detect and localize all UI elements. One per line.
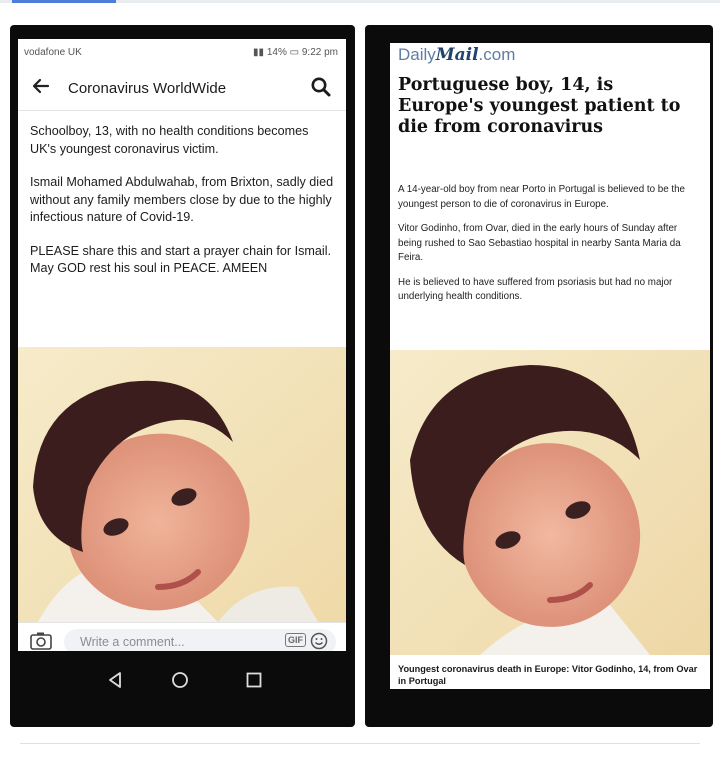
logo-com: .com xyxy=(478,45,516,64)
right-phone-screen xyxy=(390,43,710,689)
boy-portrait-image xyxy=(18,347,346,622)
status-right xyxy=(253,47,338,58)
clock-time: 9:22 pm xyxy=(301,47,338,58)
logo-daily: Daily xyxy=(398,45,436,64)
boy-portrait-image xyxy=(390,350,710,655)
left-phone-frame xyxy=(10,25,355,727)
article-paragraph: A 14-year-old boy from near Porto in Portugal is believed to be the youngest person to die of coronavirus in Europe. xyxy=(398,184,685,210)
nav-home-icon[interactable] xyxy=(171,671,189,694)
left-phone-screen xyxy=(18,39,346,651)
post-paragraph: Schoolboy, 13, with no health conditions becomes UK's youngest coronavirus victim. xyxy=(30,124,309,156)
top-accent-bar xyxy=(12,0,116,3)
comment-input[interactable] xyxy=(64,629,336,651)
camera-icon[interactable] xyxy=(30,632,52,650)
battery-percent: 14% xyxy=(266,47,287,58)
bottom-divider xyxy=(20,743,700,744)
android-nav-bar xyxy=(18,663,346,703)
battery-icon: ▭ xyxy=(289,47,302,58)
comment-bar xyxy=(18,622,346,651)
carrier-name: vodafone UK xyxy=(24,47,82,58)
post-photo xyxy=(18,347,346,622)
article-paragraph: He is believed to have suffered from psoriasis but had no major underlying health conditions. xyxy=(398,276,673,302)
app-bar xyxy=(18,67,346,111)
logo-mail: Mail xyxy=(435,45,479,65)
signal-icon: ▮▮ xyxy=(253,47,267,58)
back-arrow-icon[interactable] xyxy=(32,77,50,99)
nav-recents-icon[interactable] xyxy=(245,671,263,694)
article-body xyxy=(398,183,703,315)
article-photo xyxy=(390,350,710,655)
post-body xyxy=(30,123,335,294)
photo-caption: Youngest coronavirus death in Europe: Vitor Godinho, 14, from Ovar in Portugal xyxy=(398,664,698,686)
article-headline: Portuguese boy, 14, is Europe's youngest patient to die from coronavirus xyxy=(398,75,681,137)
article-paragraph: Vitor Godinho, from Ovar, died in the early hours of Sunday after being rushed to Sao Sebastiao hospital in nearby Santa Maria da Feira. xyxy=(398,223,681,263)
post-paragraph: Ismail Mohamed Abdulwahab, from Brixton, sadly died without any family members close by due to the highly infectious nature of Covid-19. xyxy=(30,175,334,224)
status-bar xyxy=(18,39,346,67)
page-title: Coronavirus WorldWide xyxy=(68,80,227,97)
smiley-icon[interactable] xyxy=(310,632,328,650)
comment-placeholder: Write a comment... xyxy=(80,635,185,649)
search-icon[interactable] xyxy=(310,76,332,98)
post-paragraph: PLEASE share this and start a prayer chain for Ismail. May GOD rest his soul in PEACE. AMEEN xyxy=(30,243,331,275)
nav-back-icon[interactable] xyxy=(106,671,124,694)
dailymail-logo xyxy=(398,45,515,65)
gif-icon[interactable]: GIF xyxy=(285,633,306,647)
right-phone-frame xyxy=(365,25,713,727)
